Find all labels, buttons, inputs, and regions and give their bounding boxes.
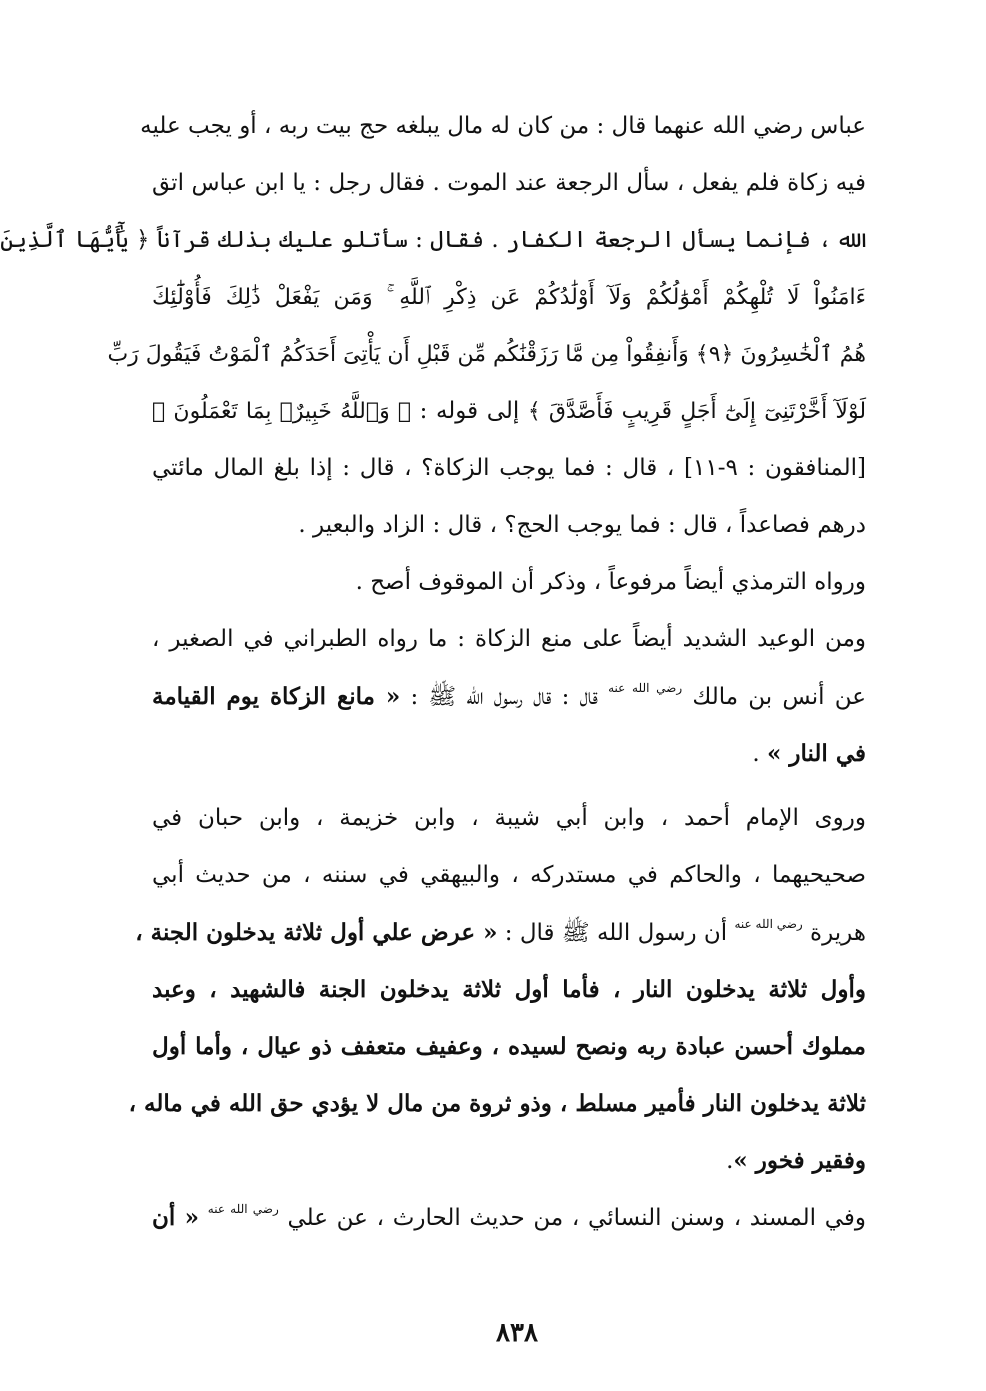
- text-span: فيه زكاة فلم يفعل ، سأل الرجعة عند الموت . فقال رجل : يا ابن عباس اتق: [152, 170, 866, 196]
- hadith-line: [152, 1018, 866, 1075]
- text-line: [152, 1132, 866, 1189]
- quran-line: [107, 326, 866, 383]
- text-span: إلى قوله :: [411, 398, 528, 424]
- honorific: رضي الله عنه: [734, 917, 803, 931]
- honorific: رضي الله عنه: [207, 1202, 279, 1216]
- quran-verse: ءَامَنُواْ لَا تُلْهِكُمْ أَمْوَٰلُكُمْ وَلَآ أَوْلَٰدُكُمْ عَن ذِكْرِ ٱللَّهِ ۚ وَمَن يَفْعَلْ ذَٰلِكَ فَأُوْلَٰٓئِكَ: [152, 285, 866, 310]
- text-line: [152, 725, 866, 782]
- text-line: [152, 790, 866, 847]
- honorific: رضي الله عنه: [608, 681, 683, 695]
- text-span: ومن الوعيد الشديد أيضاً على منع الزكاة : ما رواه الطبراني في الصغير ،: [152, 626, 866, 652]
- hadith-text: مملوك أحسن عبادة ربه ونصح لسيده ، وعفيف متعفف ذو عيال ، وأما أول: [152, 1033, 866, 1060]
- text-line: [152, 155, 866, 212]
- text-span: قال : قال رسول الله ﷺ :: [400, 684, 609, 710]
- text-line: [152, 383, 866, 440]
- quran-line: [152, 269, 866, 326]
- text-span: .: [726, 1148, 734, 1174]
- text-span: [199, 1205, 208, 1231]
- text-span: [المنافقون : ٩-١١] ، قال : فما يوجب الزكاة؟ ، قال : إذا بلغ المال مائتي: [152, 455, 866, 481]
- page-body: [0, 98, 867, 1246]
- text-span: درهم فصاعداً ، قال : فما يوجب الحج؟ ، قال : الزاد والبعير .: [298, 512, 866, 538]
- hadith-text: وفقير فخور »: [733, 1147, 866, 1174]
- text-span: صحيحيهما ، والحاكم في مستدركه ، والبيهقي في سننه ، من حديث أبي: [152, 862, 866, 888]
- page-number: ٨٣٨: [496, 1318, 538, 1348]
- text-span: الله ، فإنما يسأل الرجعة الكفار . فقال : سأتلو عليك بذلك قرآناً ﴿ يَٰٓأَيُّهَا ٱلَّذِينَ: [0, 227, 866, 253]
- quran-verse: لَوْلَآ أَخَّرْتَنِىٓ إِلَىٰٓ أَجَلٍ قَرِيبٍ فَأَصَّدَّقَ ﴾: [527, 399, 867, 424]
- quran-verse: هُمُ ٱلْخَٰسِرُونَ ﴿٩﴾ وَأَنفِقُواْ مِن مَّا رَزَقْنَٰكُم مِّن قَبْلِ أَن يَأْتِىَ أَحَدَكُمُ ٱلْمَوْتُ فَيَقُولَ رَبِّ: [107, 342, 866, 367]
- text-span: عباس رضي الله عنهما قال : من كان له مال يبلغه حج بيت ربه ، أو يجب عليه: [140, 113, 866, 139]
- text-span: هريرة: [802, 920, 866, 946]
- text-line: [135, 904, 866, 961]
- text-span: .: [752, 741, 767, 767]
- text-span: ورواه الترمذي أيضاً مرفوعاً ، وذكر أن الموقوف أصح .: [355, 569, 866, 595]
- hadith-line: [152, 961, 866, 1018]
- text-line: [152, 611, 866, 668]
- hadith-text: « مانع الزكاة يوم القيامة: [152, 683, 401, 710]
- hadith-line: [128, 1075, 866, 1132]
- hadith-text: وأول ثلاثة يدخلون النار ، فأما أول ثلاثة يدخلون الجنة فالشهيد ، وعبد: [152, 976, 866, 1003]
- hadith-text: ثلاثة يدخلون النار فأمير مسلط ، وذو ثروة من مال لا يؤدي حق الله في ماله ،: [128, 1090, 866, 1117]
- text-span: وروى الإمام أحمد ، وابن أبي شيبة ، وابن خزيمة ، وابن حبان في: [152, 805, 866, 831]
- text-line: [152, 440, 866, 497]
- text-span: عن أنس بن مالك: [682, 684, 866, 710]
- hadith-text: في النار »: [766, 740, 866, 767]
- text-line: [152, 497, 866, 554]
- text-line: [0, 212, 866, 269]
- hadith-text: « عرض علي أول ثلاثة يدخلون الجنة ،: [135, 919, 498, 946]
- hadith-text: « أن: [152, 1204, 200, 1231]
- text-line: [152, 554, 866, 611]
- text-span: وفي المسند ، وسنن النسائي ، من حديث الحارث ، عن علي: [278, 1205, 867, 1231]
- text-line: [152, 847, 866, 904]
- text-line: [152, 1189, 866, 1246]
- text-line: [152, 668, 866, 725]
- text-line: [140, 98, 866, 155]
- quran-verse: ﴿ وَٱللَّهُ خَبِيرٌۢ بِمَا تَعْمَلُونَ ﴾: [152, 399, 412, 424]
- text-span: أن رسول الله ﷺ قال :: [497, 920, 735, 946]
